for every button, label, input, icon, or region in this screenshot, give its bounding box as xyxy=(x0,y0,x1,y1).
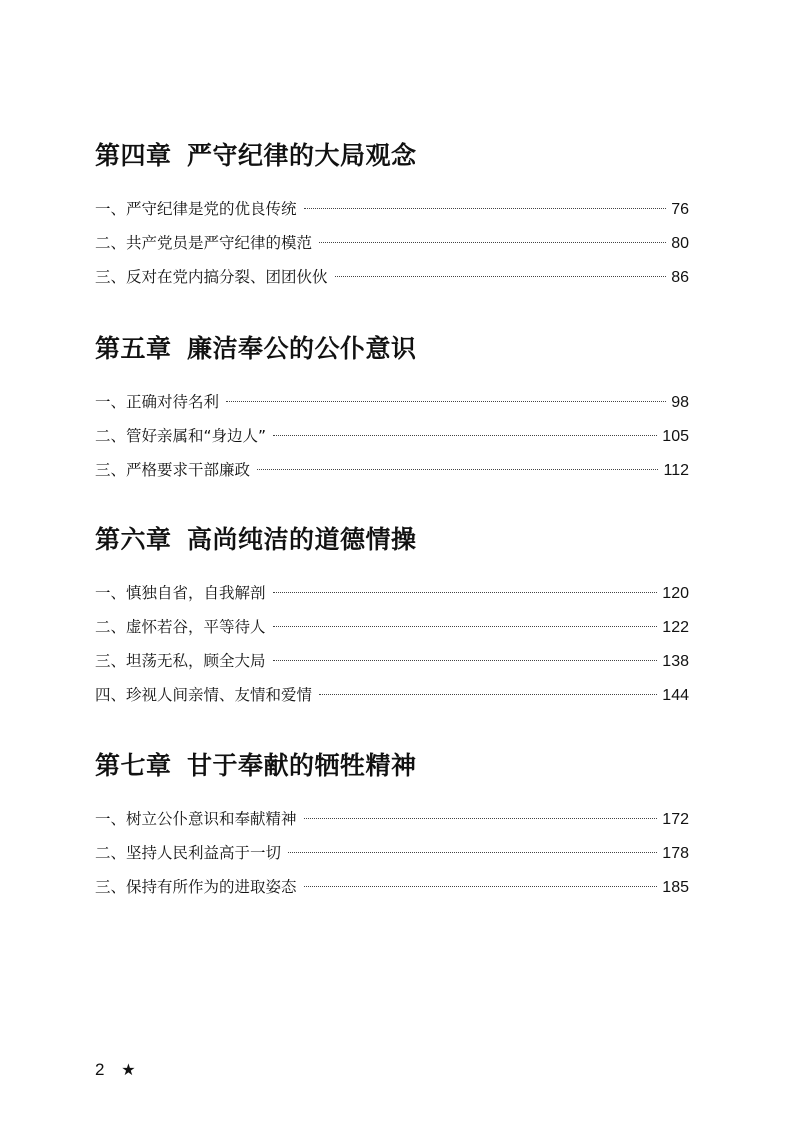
entry-label: 二、管好亲属和“身边人” xyxy=(95,427,267,445)
dot-leader xyxy=(257,469,658,470)
star-icon: ★ xyxy=(121,1062,136,1079)
chapter-heading xyxy=(95,524,689,556)
chapter-number: 第五章 xyxy=(95,334,172,363)
chapter-heading xyxy=(95,140,689,172)
dot-leader xyxy=(304,208,667,209)
chapter-heading xyxy=(95,333,689,365)
entry-page-number: 105 xyxy=(662,428,689,445)
toc-entry[interactable] xyxy=(95,226,689,260)
toc-entry[interactable] xyxy=(95,802,689,836)
dot-leader xyxy=(273,660,658,661)
toc-entry[interactable] xyxy=(95,644,689,678)
toc-entry[interactable] xyxy=(95,385,689,419)
toc-entry[interactable] xyxy=(95,678,689,712)
entry-page-number: 138 xyxy=(662,653,689,670)
chapter-heading xyxy=(95,750,689,782)
entry-page-number: 86 xyxy=(671,269,689,286)
chapter-title: 严守纪律的大局观念 xyxy=(187,141,417,170)
chapter-section xyxy=(95,750,689,904)
entry-page-number: 172 xyxy=(662,811,689,828)
chapter-number: 第七章 xyxy=(95,751,172,780)
entry-label: 一、慎独自省，自我解剖 xyxy=(95,584,266,602)
entry-page-number: 178 xyxy=(662,845,689,862)
dot-leader xyxy=(288,852,657,853)
chapter-section xyxy=(95,333,689,487)
entry-label: 二、坚持人民利益高于一切 xyxy=(95,844,282,862)
entry-page-number: 112 xyxy=(663,462,689,479)
entry-page-number: 144 xyxy=(662,687,689,704)
toc-entry[interactable] xyxy=(95,419,689,453)
dot-leader xyxy=(319,694,657,695)
toc-entry[interactable] xyxy=(95,610,689,644)
entry-label: 三、坦荡无私，顾全大局 xyxy=(95,652,266,670)
chapter-section xyxy=(95,140,689,294)
chapter-section xyxy=(95,524,689,712)
chapter-entries xyxy=(95,802,689,904)
toc-entry[interactable] xyxy=(95,260,689,294)
toc-entry[interactable] xyxy=(95,870,689,904)
dot-leader xyxy=(335,276,667,277)
toc-entry[interactable] xyxy=(95,576,689,610)
entry-label: 二、虚怀若谷，平等待人 xyxy=(95,618,266,636)
chapter-title: 廉洁奉公的公仆意识 xyxy=(187,334,417,363)
entry-label: 一、正确对待名利 xyxy=(95,393,220,411)
toc-entry[interactable] xyxy=(95,836,689,870)
footer-page-number: 2 xyxy=(95,1060,105,1079)
toc-entry[interactable] xyxy=(95,453,689,487)
entry-label: 四、珍视人间亲情、友情和爱情 xyxy=(95,686,313,704)
chapter-title: 甘于奉献的牺牲精神 xyxy=(187,751,417,780)
entry-label: 三、反对在党内搞分裂、团团伙伙 xyxy=(95,268,328,286)
dot-leader xyxy=(226,401,666,402)
toc-entry[interactable] xyxy=(95,192,689,226)
dot-leader xyxy=(273,435,657,436)
entry-page-number: 120 xyxy=(662,585,689,602)
dot-leader xyxy=(319,242,666,243)
page-footer xyxy=(95,1060,136,1080)
dot-leader xyxy=(273,626,658,627)
chapter-entries xyxy=(95,192,689,294)
entry-label: 三、保持有所作为的进取姿态 xyxy=(95,878,297,896)
dot-leader xyxy=(304,818,658,819)
entry-page-number: 80 xyxy=(671,235,689,252)
entry-page-number: 122 xyxy=(662,619,689,636)
entry-label: 三、严格要求干部廉政 xyxy=(95,461,251,479)
chapter-number: 第四章 xyxy=(95,141,172,170)
chapter-entries xyxy=(95,385,689,487)
dot-leader xyxy=(304,886,658,887)
chapter-title: 高尚纯洁的道德情操 xyxy=(187,525,417,554)
entry-page-number: 185 xyxy=(662,879,689,896)
entry-label: 一、严守纪律是党的优良传统 xyxy=(95,200,297,218)
entry-label: 一、树立公仆意识和奉献精神 xyxy=(95,810,297,828)
dot-leader xyxy=(273,592,658,593)
entry-page-number: 76 xyxy=(671,201,689,218)
chapter-entries xyxy=(95,576,689,712)
entry-label: 二、共产党员是严守纪律的模范 xyxy=(95,234,313,252)
entry-page-number: 98 xyxy=(671,394,689,411)
chapter-number: 第六章 xyxy=(95,525,172,554)
